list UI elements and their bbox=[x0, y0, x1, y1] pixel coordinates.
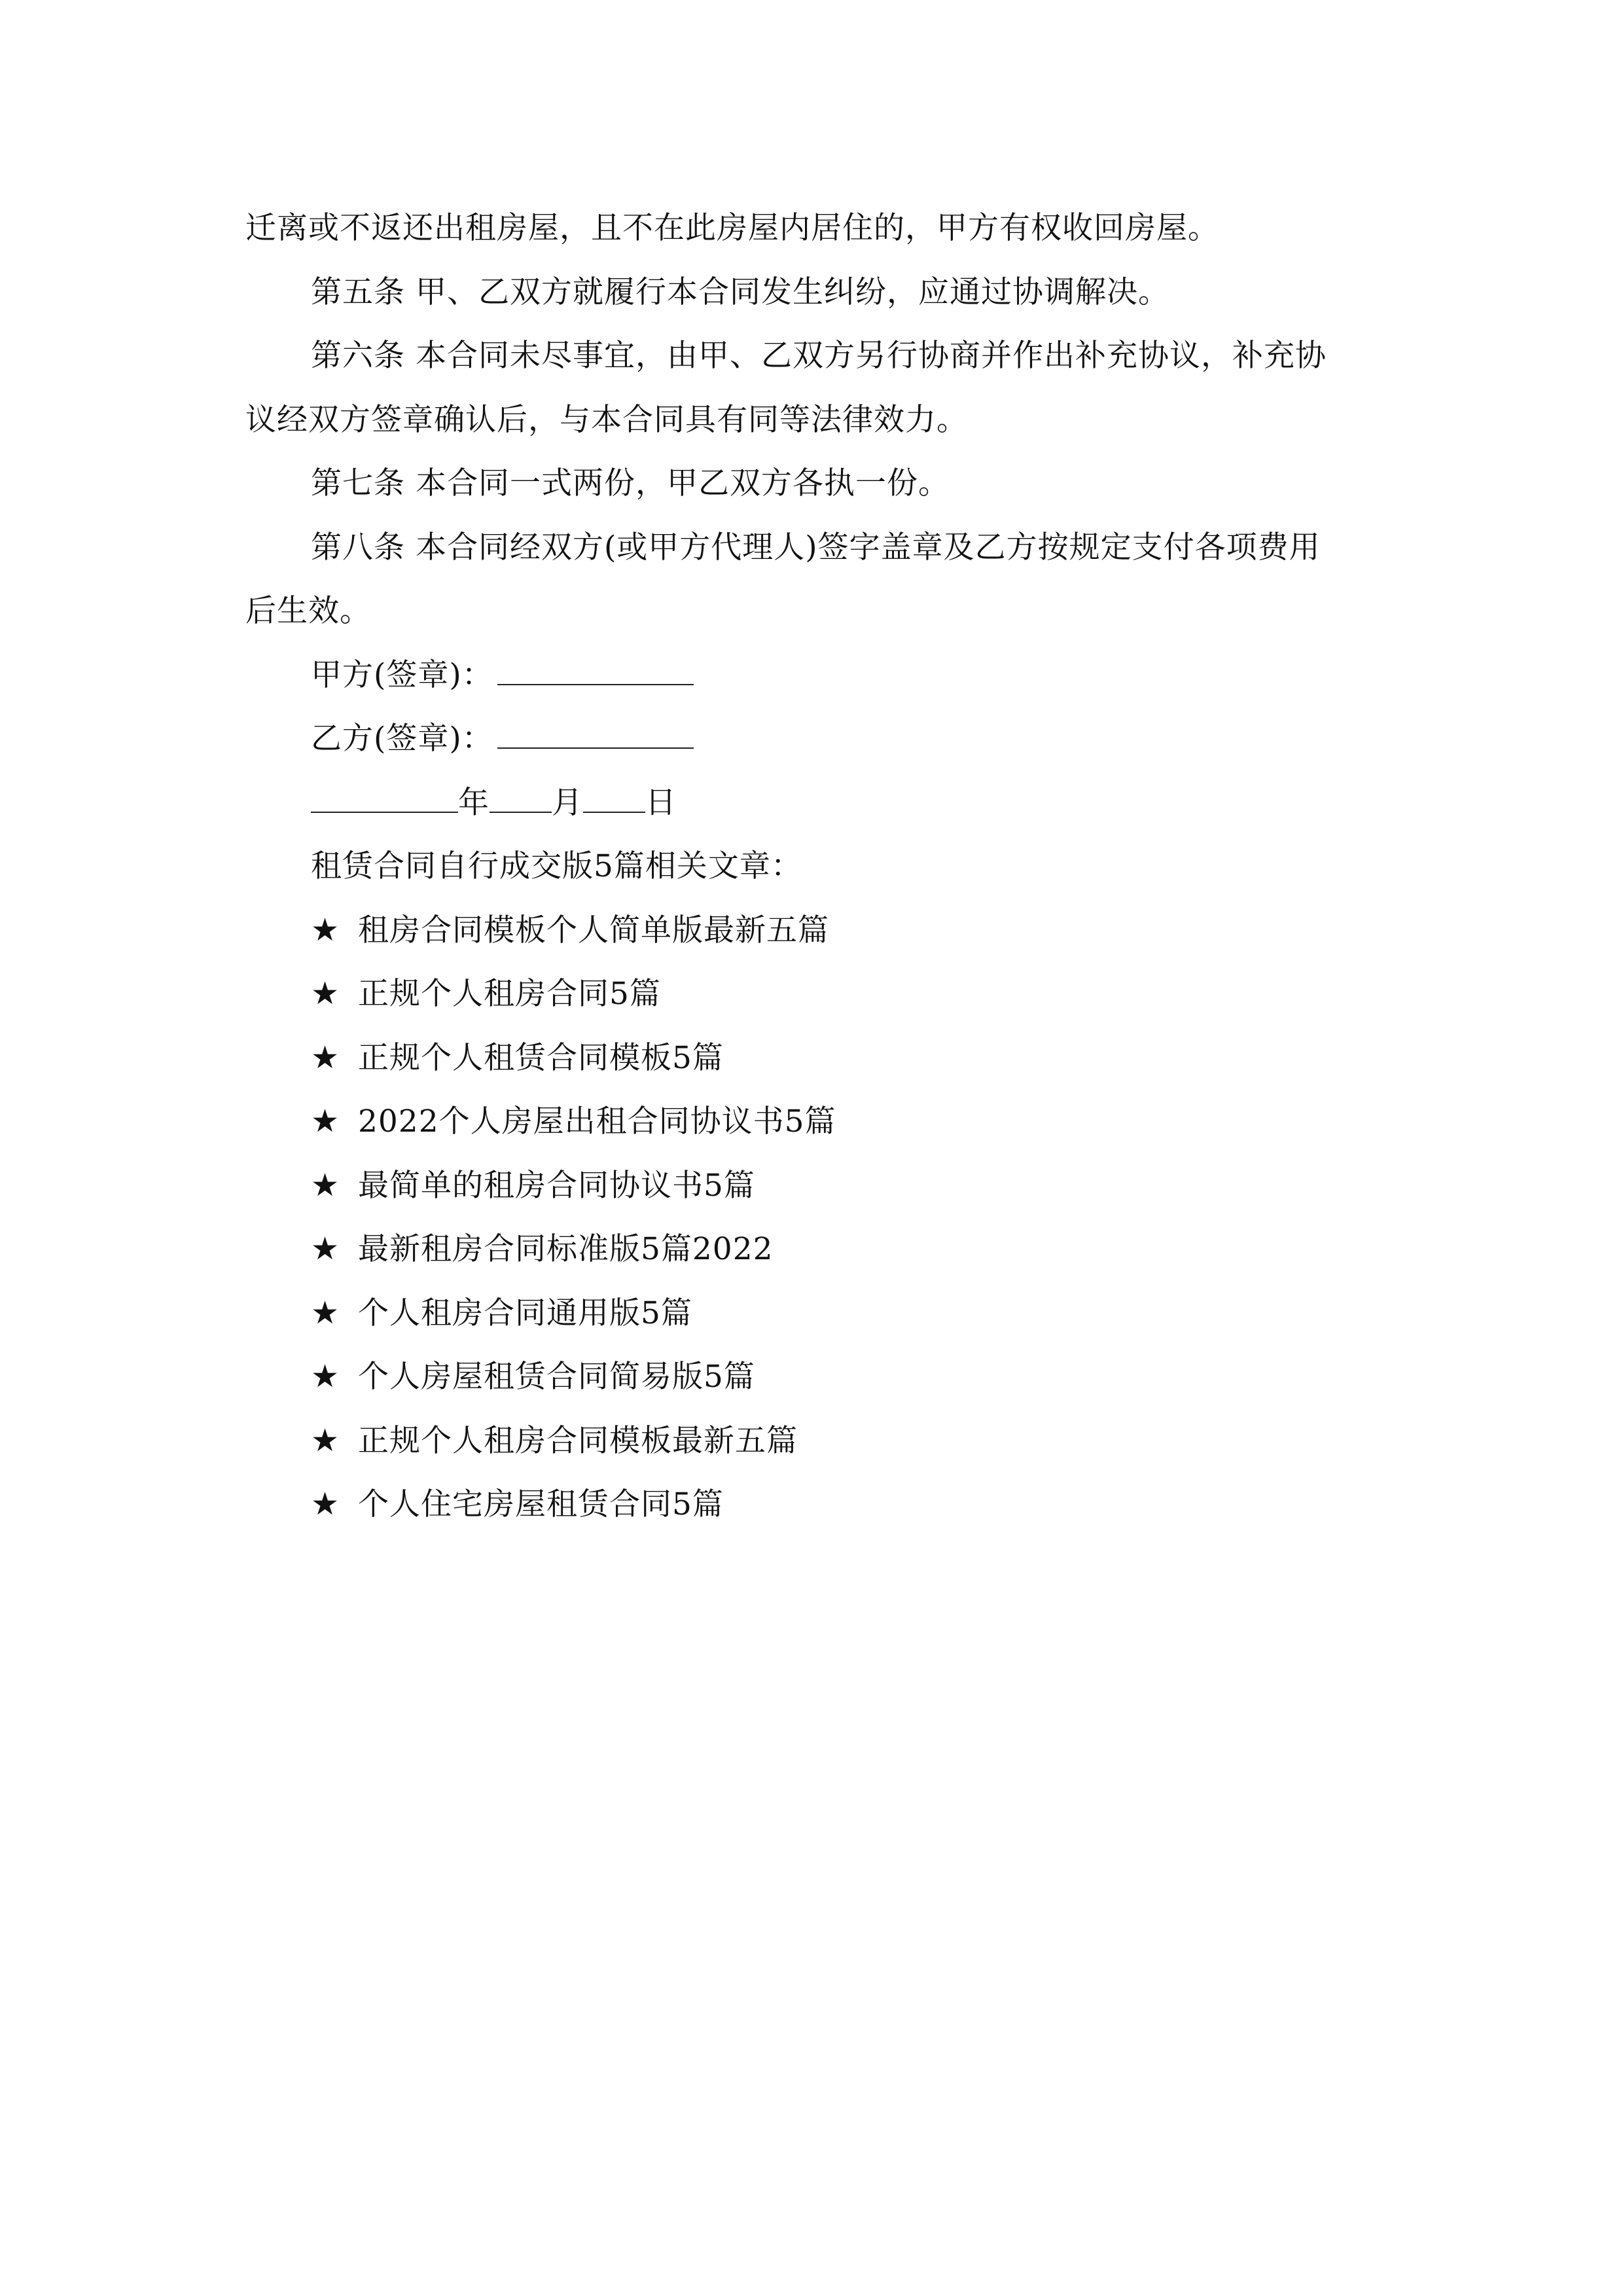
month-label: 月 bbox=[552, 784, 583, 821]
related-article-title[interactable]: 正规个人租房合同5篇 bbox=[358, 976, 661, 1012]
related-article-item[interactable] bbox=[245, 1090, 1381, 1154]
related-article-item[interactable] bbox=[245, 1409, 1381, 1473]
related-article-title[interactable]: 正规个人租房合同模板最新五篇 bbox=[358, 1422, 798, 1459]
party-b-signature-line bbox=[245, 707, 1381, 771]
star-bullet-icon: ★ bbox=[311, 1230, 340, 1267]
party-b-signature-blank bbox=[497, 721, 694, 749]
day-blank bbox=[583, 785, 645, 813]
star-bullet-icon: ★ bbox=[311, 1486, 340, 1522]
article-eight-line-2: 后生效。 bbox=[245, 593, 371, 629]
related-article-item[interactable] bbox=[245, 1345, 1381, 1409]
article-eight-line-1: 第八条 本合同经双方(或甲方代理人)签字盖章及乙方按规定支付各项费用 bbox=[311, 529, 1321, 565]
star-bullet-icon: ★ bbox=[311, 1166, 340, 1204]
star-bullet-icon: ★ bbox=[311, 1358, 340, 1395]
related-article-item[interactable] bbox=[245, 1154, 1381, 1218]
article-six-line-1: 第六条 本合同未尽事宜，由甲、乙双方另行协商并作出补充协议，补充协 bbox=[311, 338, 1327, 374]
article-seven: 第七条 本合同一式两份，甲乙双方各执一份。 bbox=[311, 465, 950, 501]
star-bullet-icon: ★ bbox=[311, 1103, 340, 1139]
star-bullet-icon: ★ bbox=[311, 1422, 340, 1459]
paragraph-continuation: 迁离或不返还出租房屋，且不在此房屋内居住的，甲方有权收回房屋。 bbox=[245, 210, 1219, 246]
related-article-title[interactable]: 最简单的租房合同协议书5篇 bbox=[358, 1167, 755, 1204]
party-a-label: 甲方(签章)： bbox=[311, 656, 493, 693]
related-articles-list bbox=[245, 899, 1381, 1537]
related-article-item[interactable] bbox=[245, 1473, 1381, 1537]
document-body bbox=[245, 196, 1381, 1537]
related-article-title[interactable]: 个人租房合同通用版5篇 bbox=[358, 1295, 692, 1331]
party-b-label: 乙方(签章)： bbox=[311, 721, 493, 757]
star-bullet-icon: ★ bbox=[311, 1039, 340, 1076]
date-line bbox=[245, 771, 1381, 835]
party-a-signature-blank bbox=[497, 658, 694, 685]
star-bullet-icon: ★ bbox=[311, 911, 340, 948]
related-article-item[interactable] bbox=[245, 962, 1381, 1026]
related-articles-heading: 租赁合同自行成交版5篇相关文章： bbox=[311, 848, 802, 884]
related-article-item[interactable] bbox=[245, 1026, 1381, 1090]
related-article-title[interactable]: 个人住宅房屋租赁合同5篇 bbox=[358, 1486, 724, 1522]
related-article-title[interactable]: 2022个人房屋出租合同协议书5篇 bbox=[358, 1103, 836, 1139]
star-bullet-icon: ★ bbox=[311, 1294, 340, 1331]
star-bullet-icon: ★ bbox=[311, 975, 340, 1012]
year-blank bbox=[311, 785, 458, 813]
related-article-title[interactable]: 最新租房合同标准版5篇2022 bbox=[358, 1231, 774, 1267]
article-six-line-2: 议经双方签章确认后，与本合同具有同等法律效力。 bbox=[245, 401, 968, 438]
related-article-item[interactable] bbox=[245, 899, 1381, 963]
article-five: 第五条 甲、乙双方就履行本合同发生纠纷，应通过协调解决。 bbox=[311, 274, 1169, 310]
related-article-item[interactable] bbox=[245, 1217, 1381, 1282]
party-a-signature-line bbox=[245, 643, 1381, 708]
related-article-item[interactable] bbox=[245, 1282, 1381, 1346]
related-article-title[interactable]: 个人房屋租赁合同简易版5篇 bbox=[358, 1359, 755, 1395]
month-blank bbox=[490, 785, 552, 813]
related-article-title[interactable]: 正规个人租赁合同模板5篇 bbox=[358, 1039, 724, 1076]
related-article-title[interactable]: 租房合同模板个人简单版最新五篇 bbox=[358, 912, 829, 948]
day-label: 日 bbox=[645, 784, 677, 821]
year-label: 年 bbox=[458, 784, 490, 821]
